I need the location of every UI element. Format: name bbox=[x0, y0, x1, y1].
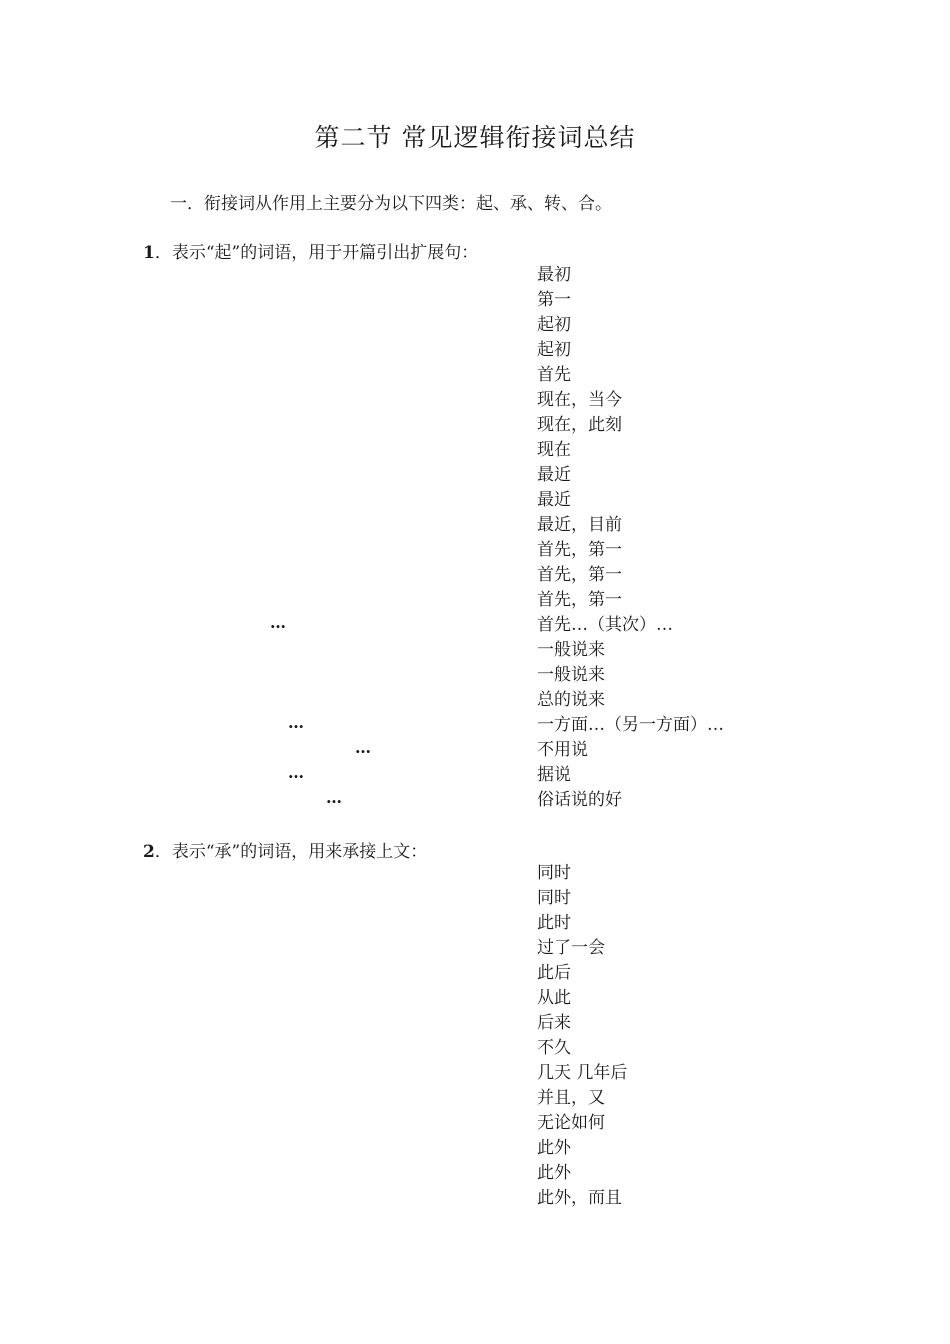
section-1-heading bbox=[143, 238, 478, 263]
term-item: 最近，目前 bbox=[537, 515, 622, 535]
section-heading-text: ．表示“承”的词语，用来承接上文： bbox=[154, 842, 428, 862]
term-item: 此时 bbox=[537, 913, 571, 933]
term-item: 同时 bbox=[537, 888, 571, 908]
term-item: 现在，此刻 bbox=[537, 415, 622, 435]
section-number: 1 bbox=[143, 243, 155, 263]
ellipsis-mark: … bbox=[326, 788, 342, 807]
term-item: 起初 bbox=[537, 315, 571, 335]
ellipsis-mark: … bbox=[270, 613, 286, 632]
term-item: 此后 bbox=[537, 963, 571, 983]
term-item: 首先…（其次）… bbox=[537, 615, 673, 635]
term-item: 现在，当今 bbox=[537, 390, 622, 410]
term-item: 此外 bbox=[537, 1138, 571, 1158]
term-item: 总的说来 bbox=[537, 690, 605, 710]
ellipsis-mark: … bbox=[355, 738, 371, 757]
term-item: 一方面…（另一方面）… bbox=[537, 715, 724, 735]
intro-paragraph: 一．衔接词从作用上主要分为以下四类：起、承、转、合。 bbox=[170, 194, 612, 214]
term-item: 最初 bbox=[537, 265, 571, 285]
term-item: 第一 bbox=[537, 290, 571, 310]
section-2-heading bbox=[143, 837, 427, 862]
term-item: 起初 bbox=[537, 340, 571, 360]
term-item: 从此 bbox=[537, 988, 571, 1008]
term-item: 过了一会 bbox=[537, 938, 605, 958]
term-item: 不久 bbox=[537, 1038, 571, 1058]
term-item: 最近 bbox=[537, 490, 571, 510]
page-title: 第二节 常见逻辑衔接词总结 bbox=[314, 123, 636, 152]
term-item: 几天 几年后 bbox=[537, 1063, 628, 1083]
section-number: 2 bbox=[143, 842, 155, 862]
section-heading-text: ．表示“起”的词语，用于开篇引出扩展句： bbox=[154, 243, 479, 263]
term-item: 首先 bbox=[537, 365, 571, 385]
term-item: 不用说 bbox=[537, 740, 588, 760]
ellipsis-mark: … bbox=[288, 713, 304, 732]
ellipsis-mark: … bbox=[288, 763, 304, 782]
term-item: 俗话说的好 bbox=[537, 790, 622, 810]
term-item: 并且，又 bbox=[537, 1088, 605, 1108]
term-item: 一般说来 bbox=[537, 640, 605, 660]
term-item: 无论如何 bbox=[537, 1113, 605, 1133]
term-item: 此外 bbox=[537, 1163, 571, 1183]
term-item: 首先，第一 bbox=[537, 590, 622, 610]
term-item: 此外，而且 bbox=[537, 1188, 622, 1208]
term-item: 现在 bbox=[537, 440, 571, 460]
term-item: 首先，第一 bbox=[537, 565, 622, 585]
term-item: 后来 bbox=[537, 1013, 571, 1033]
term-item: 据说 bbox=[537, 765, 571, 785]
term-item: 同时 bbox=[537, 863, 571, 883]
term-item: 最近 bbox=[537, 465, 571, 485]
term-item: 首先，第一 bbox=[537, 540, 622, 560]
term-item: 一般说来 bbox=[537, 665, 605, 685]
